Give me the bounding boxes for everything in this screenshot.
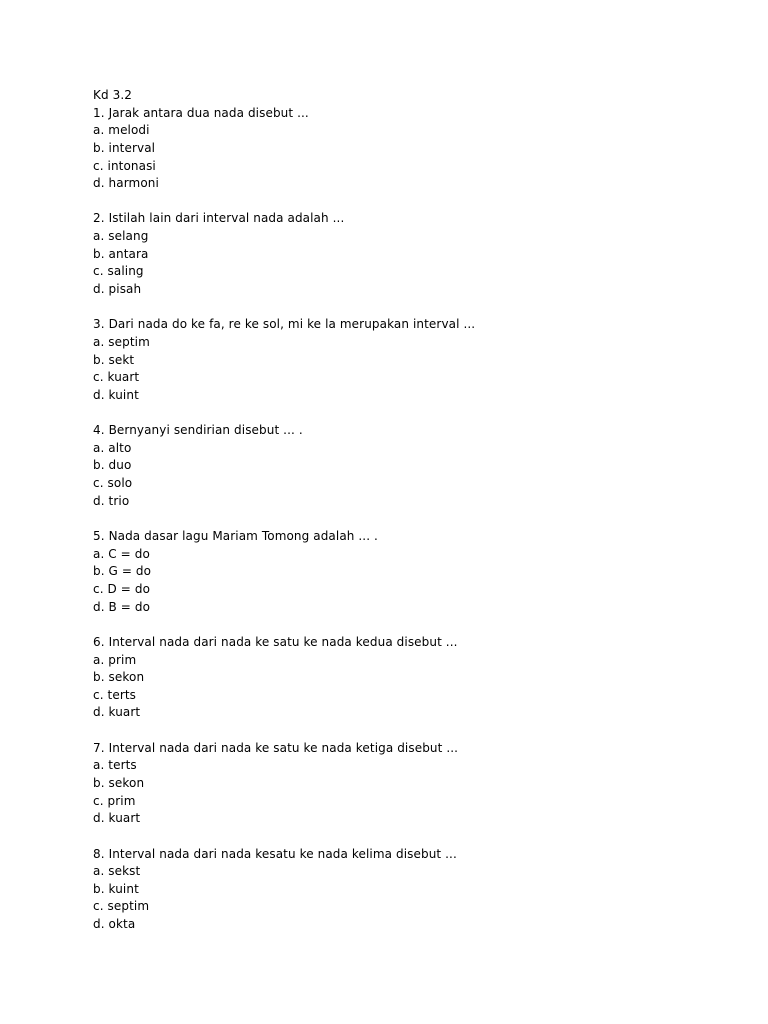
question-text: 6. Interval nada dari nada ke satu ke nada kedua disebut ... bbox=[93, 634, 458, 649]
question-1 bbox=[93, 105, 713, 193]
option-d: d. kuint bbox=[93, 387, 139, 402]
option-c: c. intonasi bbox=[93, 158, 156, 173]
option-a: a. septim bbox=[93, 334, 150, 349]
option-a: a. terts bbox=[93, 758, 137, 773]
option-c: c. kuart bbox=[93, 370, 140, 385]
option-a: a. selang bbox=[93, 229, 149, 244]
option-c: c. D = do bbox=[93, 581, 151, 596]
question-text: 5. Nada dasar lagu Mariam Tomong adalah ... . bbox=[93, 529, 378, 544]
option-a: a. alto bbox=[93, 440, 132, 455]
option-c: c. prim bbox=[93, 793, 136, 808]
option-b: b. sekon bbox=[93, 775, 145, 790]
option-a: a. sekst bbox=[93, 864, 141, 879]
option-d: d. kuart bbox=[93, 811, 141, 826]
question-text: 1. Jarak antara dua nada disebut ... bbox=[93, 105, 309, 120]
option-c: c. septim bbox=[93, 899, 150, 914]
option-a: a. melodi bbox=[93, 123, 150, 138]
option-a: a. prim bbox=[93, 652, 137, 667]
option-b: b. kuint bbox=[93, 881, 139, 896]
option-d: d. pisah bbox=[93, 282, 142, 297]
option-b: b. interval bbox=[93, 140, 156, 155]
option-a: a. C = do bbox=[93, 546, 150, 561]
question-7 bbox=[93, 740, 713, 828]
question-5 bbox=[93, 528, 713, 616]
question-3 bbox=[93, 316, 713, 404]
question-4 bbox=[93, 422, 713, 510]
document-page bbox=[93, 87, 713, 951]
document-heading: Kd 3.2 bbox=[93, 88, 132, 102]
option-d: d. kuart bbox=[93, 705, 141, 720]
option-b: b. sekt bbox=[93, 352, 135, 367]
option-d: d. harmoni bbox=[93, 176, 159, 191]
question-2 bbox=[93, 210, 713, 298]
option-d: d. okta bbox=[93, 917, 136, 932]
question-text: 2. Istilah lain dari interval nada adalah ... bbox=[93, 211, 345, 226]
option-b: b. G = do bbox=[93, 564, 152, 579]
option-c: c. solo bbox=[93, 476, 133, 491]
question-6 bbox=[93, 634, 713, 722]
question-text: 7. Interval nada dari nada ke satu ke nada ketiga disebut ... bbox=[93, 740, 459, 755]
option-b: b. sekon bbox=[93, 670, 145, 685]
question-text: 8. Interval nada dari nada kesatu ke nada kelima disebut ... bbox=[93, 846, 457, 861]
option-b: b. antara bbox=[93, 246, 149, 261]
option-d: d. trio bbox=[93, 493, 130, 508]
option-c: c. terts bbox=[93, 687, 137, 702]
option-c: c. saling bbox=[93, 264, 144, 279]
option-b: b. duo bbox=[93, 458, 132, 473]
question-text: 4. Bernyanyi sendirian disebut ... . bbox=[93, 423, 303, 438]
option-d: d. B = do bbox=[93, 599, 151, 614]
question-8 bbox=[93, 846, 713, 934]
question-text: 3. Dari nada do ke fa, re ke sol, mi ke la merupakan interval ... bbox=[93, 317, 476, 332]
